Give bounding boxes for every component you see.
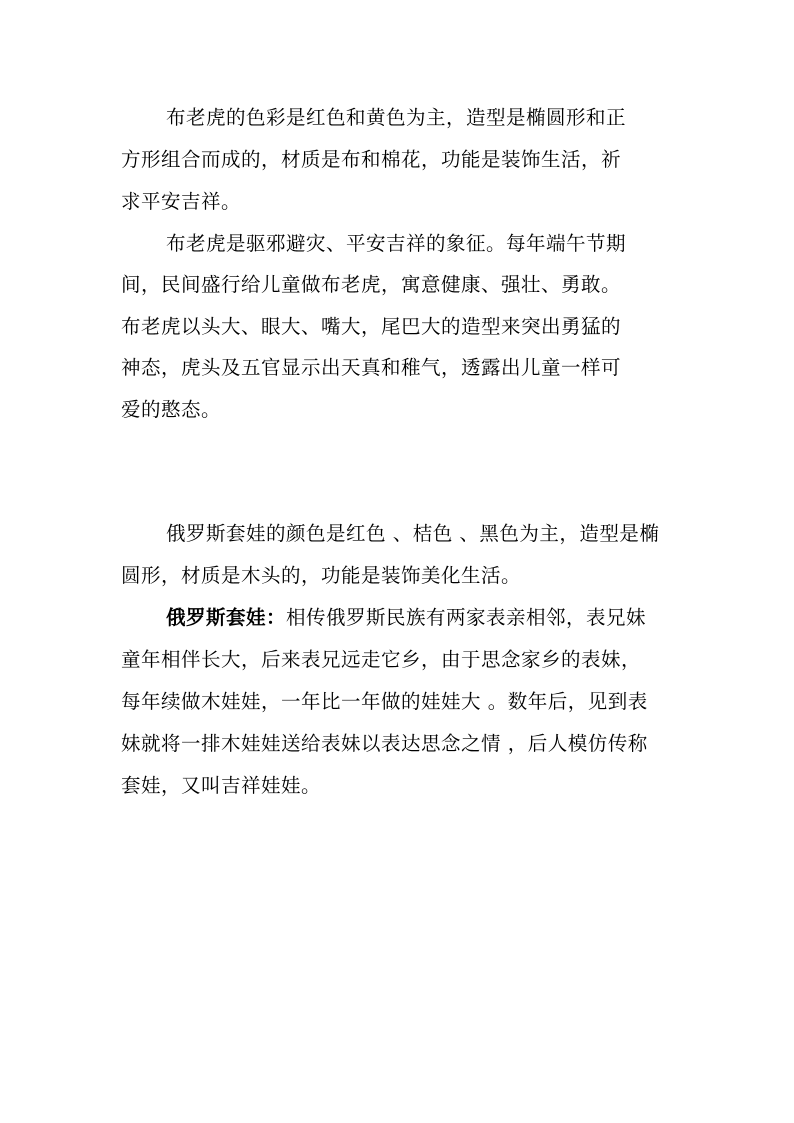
text-line: 每年续做木娃娃，一年比一年做的娃娃大 。数年后，见到表 <box>121 690 648 713</box>
text-line: 布老虎的色彩是红色和黄色为主，造型是椭圆形和正 <box>166 106 627 129</box>
text-line: 妹就将一排木娃娃送给表妹以表达思念之情 ，后人模仿传称 <box>121 732 648 755</box>
text-line: 布老虎以头大、眼大、嘴大，尾巴大的造型来突出勇猛的 <box>121 315 622 338</box>
text-line: 套娃，又叫吉祥娃娃。 <box>121 774 322 797</box>
text-line: 童年相伴长大，后来表兄远走它乡，由于思念家乡的表妹， <box>121 648 642 671</box>
term-colon: ： <box>266 606 287 629</box>
text-line: 神态，虎头及五官显示出天真和稚气，透露出儿童一样可 <box>121 356 622 379</box>
text-line: 爱的憨态。 <box>121 398 222 421</box>
text-line: 圆形，材质是木头的，功能是装饰美化生活。 <box>121 564 522 587</box>
text-span: 相传俄罗斯民族有两家表亲相邻，表兄妹 <box>286 606 647 629</box>
text-line: 布老虎是驱邪避灾、平安吉祥的象征。每年端午节期 <box>166 232 627 255</box>
text-line: 俄罗斯套娃的颜色是红色 、桔色 、黑色为主，造型是椭 <box>166 522 660 545</box>
term-label: 俄罗斯套娃 <box>166 606 267 629</box>
text-line <box>166 606 646 630</box>
text-line: 方形组合而成的，材质是布和棉花，功能是装饰生活，祈 <box>121 148 622 171</box>
text-line: 求平安吉祥。 <box>121 190 242 213</box>
text-line: 间，民间盛行给儿童做布老虎，寓意健康、强壮、勇敢。 <box>121 273 622 296</box>
